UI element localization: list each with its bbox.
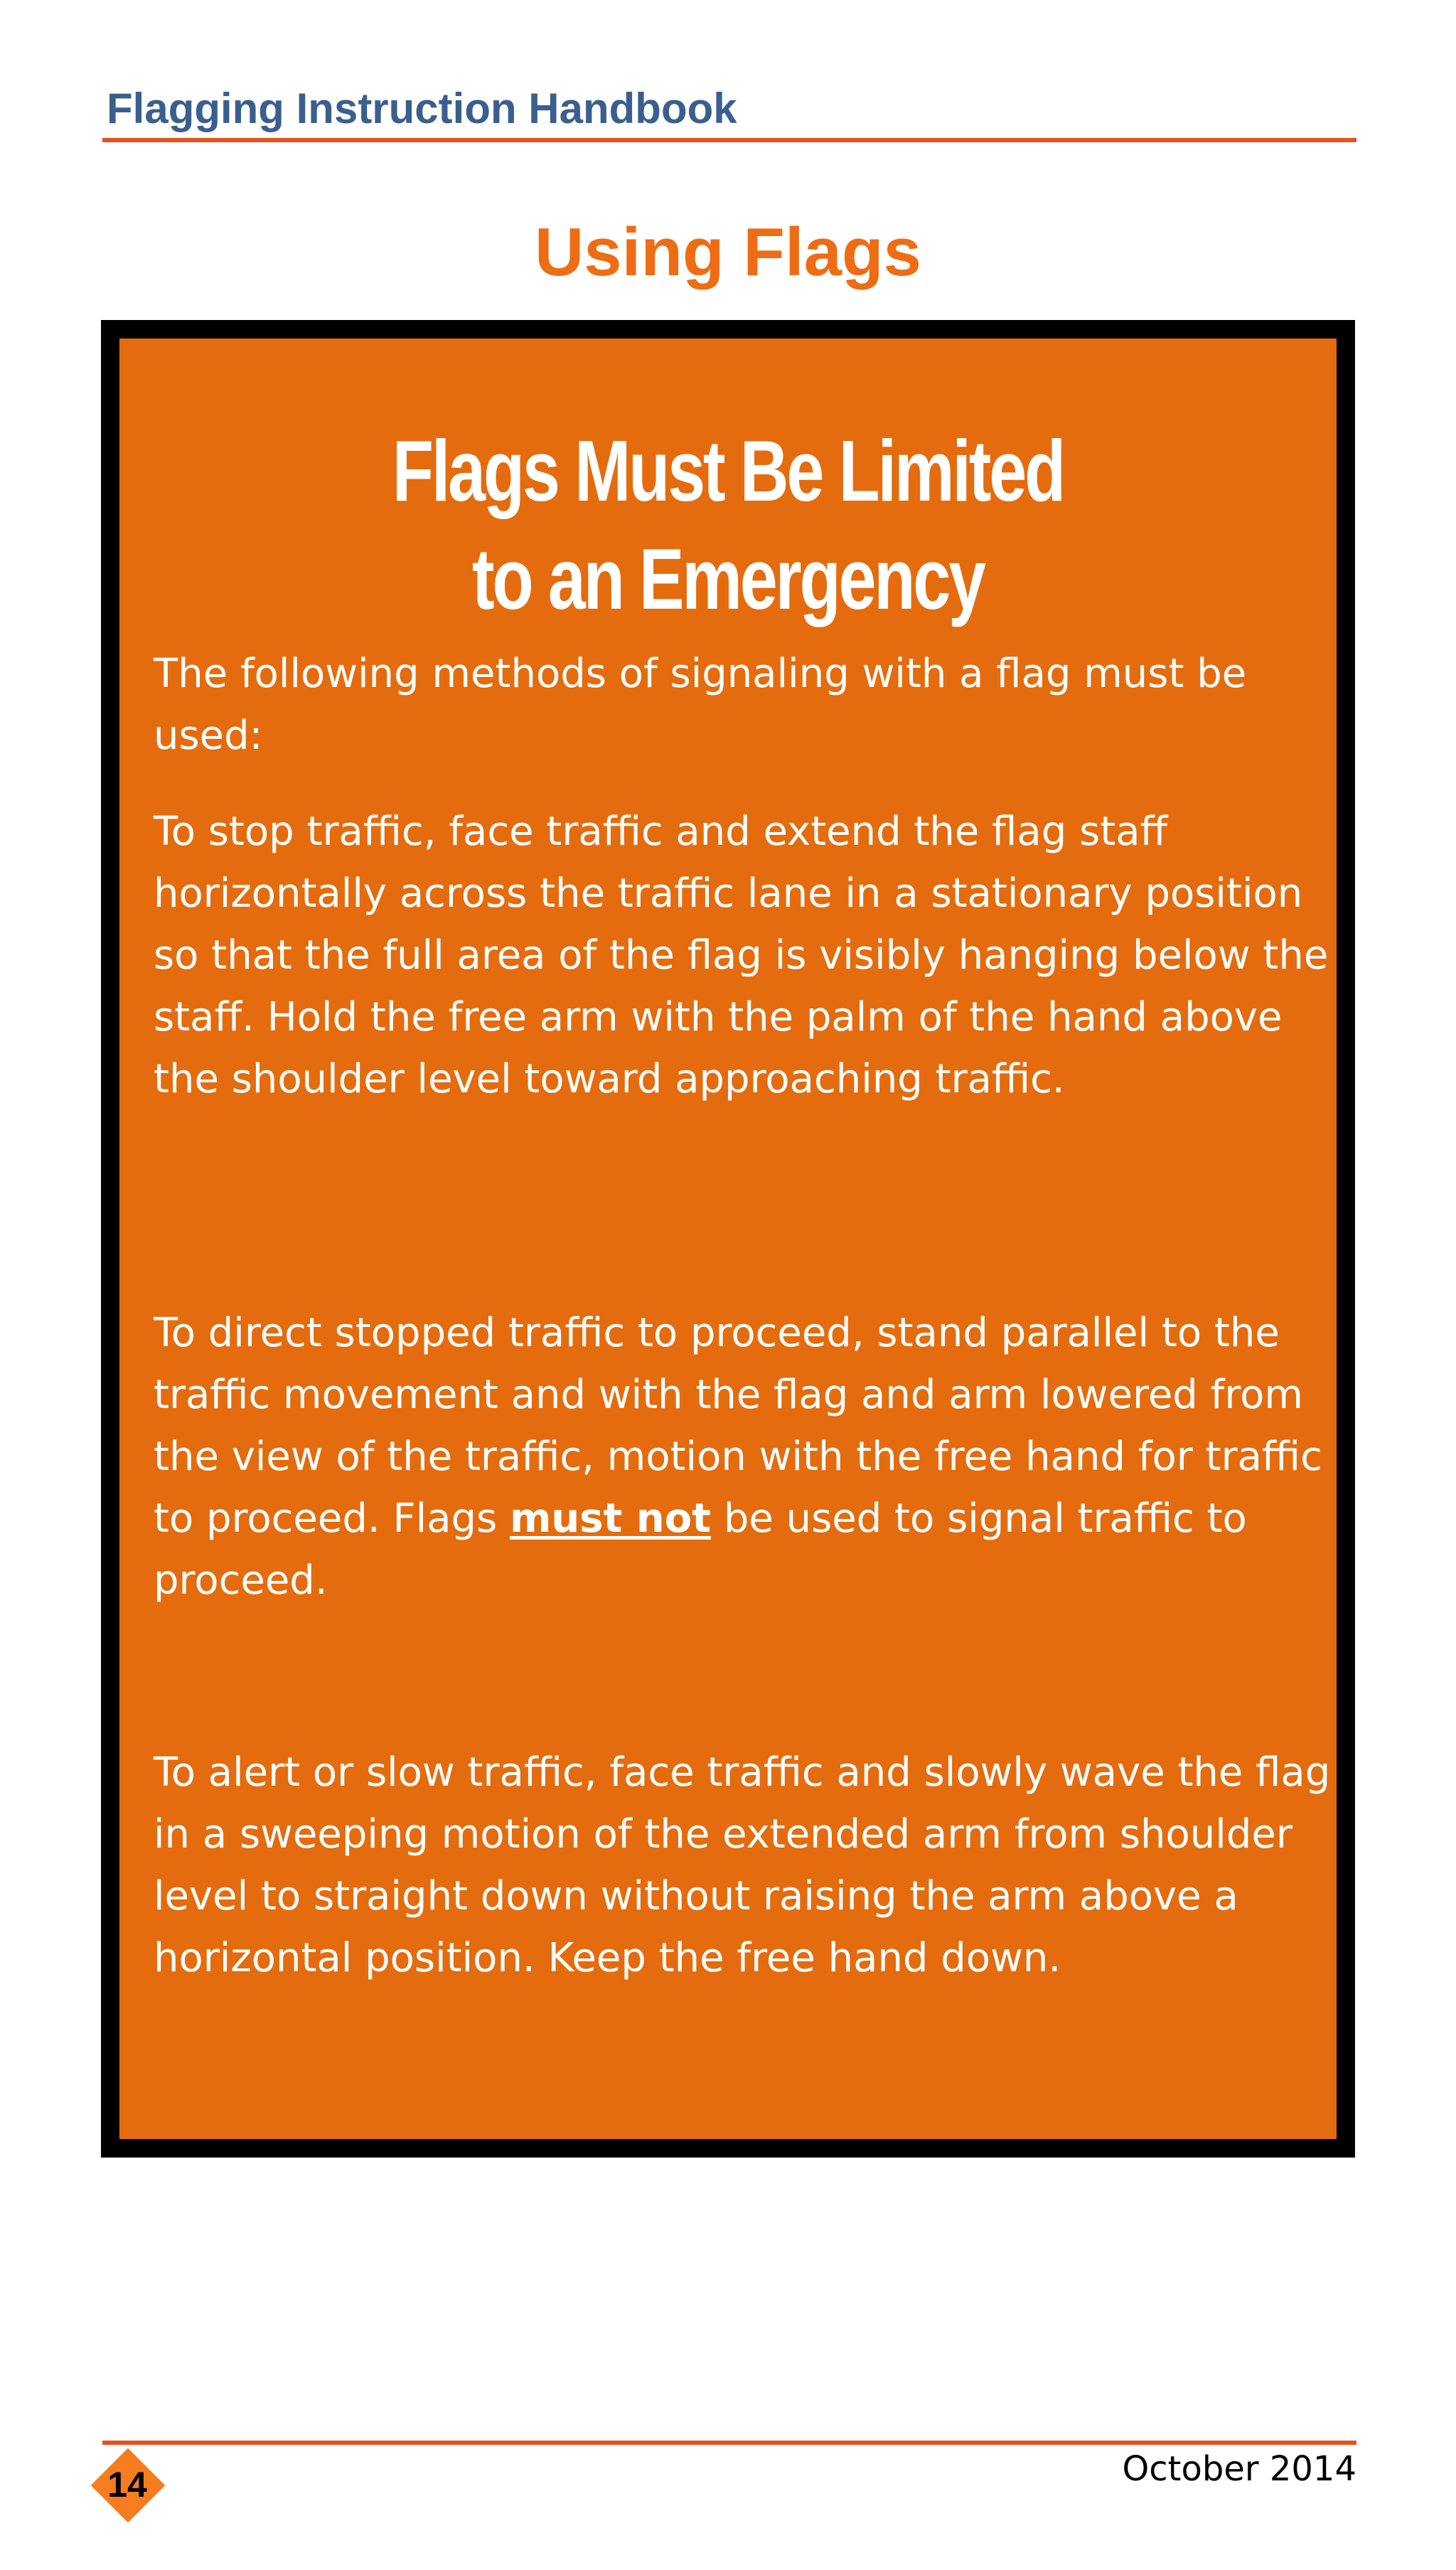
panel-title-line-2: to an Emergency <box>471 530 985 627</box>
emergency-panel-body <box>119 338 1337 2139</box>
page-heading: Using Flags <box>534 214 922 290</box>
proceed-text-before: To direct stopped traffic to proceed, stand parallel to the traffic movement and with the flag and arm lowered from the view of the traffic, motion with the free hand for traffic to proceed. Flags <box>154 1310 1322 1542</box>
panel-title-line-1: Flags Must Be Limited <box>392 422 1064 519</box>
footer-divider <box>102 2441 1356 2445</box>
header-divider <box>102 138 1356 142</box>
panel-title <box>253 417 1202 633</box>
must-not-emphasis: must not <box>510 1495 712 1542</box>
stop-traffic-paragraph: To stop traffic, face traffic and extend the flag staff horizontally across the traffic lane in a stationary position so that the full area of the flag is visibly hanging below the staff. Hold the free arm with the palm of the hand above the shoulder level toward approaching traffic. <box>154 809 1329 1102</box>
slow-traffic-paragraph: To alert or slow traffic, face traffic and slowly wave the flag in a sweeping motion of the extended arm from shoulder level to straight down without raising the arm above a horizontal position. Keep the free hand down. <box>154 1749 1331 1981</box>
footer-date: October 2014 <box>1122 2449 1356 2489</box>
proceed-traffic-paragraph <box>154 1302 1334 1611</box>
emergency-panel <box>101 320 1355 2158</box>
page-number: 14 <box>107 2465 147 2505</box>
proceed-text-after: be used to signal traffic to proceed. <box>154 1495 1247 1604</box>
intro-paragraph: The following methods of signaling with a flag must be used: <box>154 651 1247 759</box>
handbook-title: Flagging Instruction Handbook <box>107 85 737 132</box>
page-number-badge <box>89 2446 166 2523</box>
